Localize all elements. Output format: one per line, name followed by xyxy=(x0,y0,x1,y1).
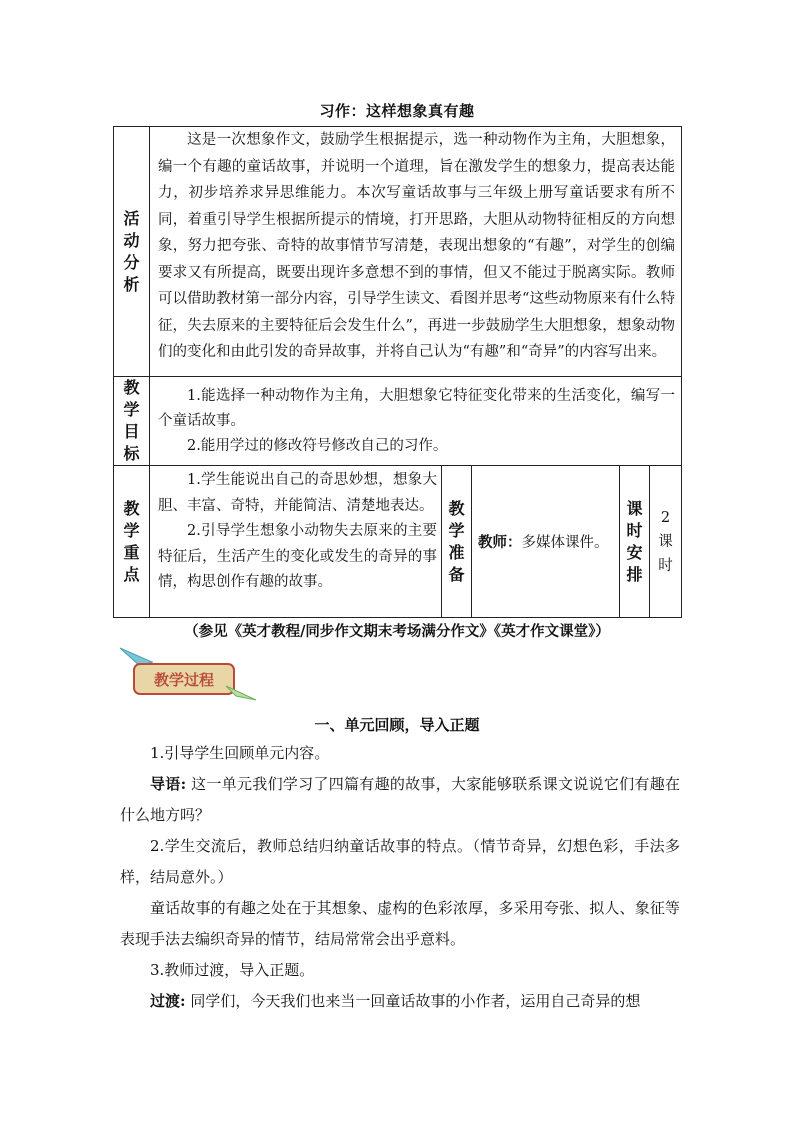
paragraph: 1.引导学生回顾单元内容。 xyxy=(150,744,330,762)
lesson-plan-table xyxy=(113,126,682,618)
key-points-row xyxy=(114,466,682,618)
section-title: 一、单元回顾，导入正题 xyxy=(314,716,480,734)
key-points-label: 教 学 重 点 xyxy=(114,466,150,618)
body-text xyxy=(120,738,680,1017)
paragraph: 童话故事的有趣之处在于其想象、虚构的色彩浓厚，多采用夸张、拟人、象征等表现手法去编织奇异的情节，结局常常会出乎意料。 xyxy=(120,899,680,948)
schedule-value: 2 课 时 xyxy=(650,466,682,618)
preparation-label: 教 学 准 备 xyxy=(442,466,472,618)
paragraph: 2.学生交流后，教师总结归纳童话故事的特点。（情节奇异，幻想色彩，手法多样，结局意外。） xyxy=(120,837,680,886)
goals-label: 教 学 目 标 xyxy=(114,377,150,466)
activity-label: 活 动 分 析 xyxy=(114,127,150,377)
key-points-content: 1.学生能说出自己的奇思妙想，想象大胆、丰富、奇特，并能简洁、清楚地表达。 2.引导学生想象小动物失去原来的主要特征后，生活产生的变化或发生的奇异的事情，构思创作有趣的故事。 xyxy=(150,466,442,618)
goals-content: 1.能选择一种动物作为主角，大胆想象它特征变化带来的生活变化，编写一个童话故事。 2.能用学过的修改符号修改自己的习作。 xyxy=(150,377,682,466)
schedule-label: 课 时 安 排 xyxy=(620,466,650,618)
activity-content: 这是一次想象作文，鼓励学生根据提示，选一种动物作为主角，大胆想象，编一个有趣的童话故事，并说明一个道理，旨在激发学生的想象力，提高表达能力，初步培养求异思维能力。本次写童话故事与三年级上册写童话要求有所不同，着重引导学生根据所提示的情境，打开思路，大胆从动物特征相反的方向想象，努力把夸张、奇特的故事情节写清楚，表现出想象的“有趣”，对学生的创编要求又有所提高，既要出现许多意想不到的事情，但又不能过于脱离实际。教师可以借助教材第一部分内容，引导学生读文、看图并思考“这些动物原来有什么特征，失去原来的主要特征后会发生什么”，再进一步鼓励学生大胆想象，想象动物们的变化和由此引发的奇异故事，并将自己认为“有趣”和“奇异”的内容写出来。 xyxy=(150,127,682,377)
paragraph: 3.教师过渡，导入正题。 xyxy=(150,961,315,979)
page-title: 习作：这样想象真有趣 xyxy=(319,102,475,120)
teaching-process-badge xyxy=(118,646,258,704)
reference-note: （参见《英才教程/同步作文期末考场满分作文》《英才作文课堂》） xyxy=(184,623,610,640)
activity-row xyxy=(114,127,682,377)
paragraph: 过渡: 同学们，今天我们也来当一回童话故事的小作者，运用自己奇异的想 xyxy=(150,992,641,1010)
paragraph: 导语: 这一单元我们学习了四篇有趣的故事，大家能够联系课文说说它们有趣在什么地方吗？ xyxy=(120,775,680,824)
preparation-content: 教师：多媒体课件。 xyxy=(472,466,620,618)
goals-row xyxy=(114,377,682,466)
badge-label: 教学过程 xyxy=(153,671,215,689)
